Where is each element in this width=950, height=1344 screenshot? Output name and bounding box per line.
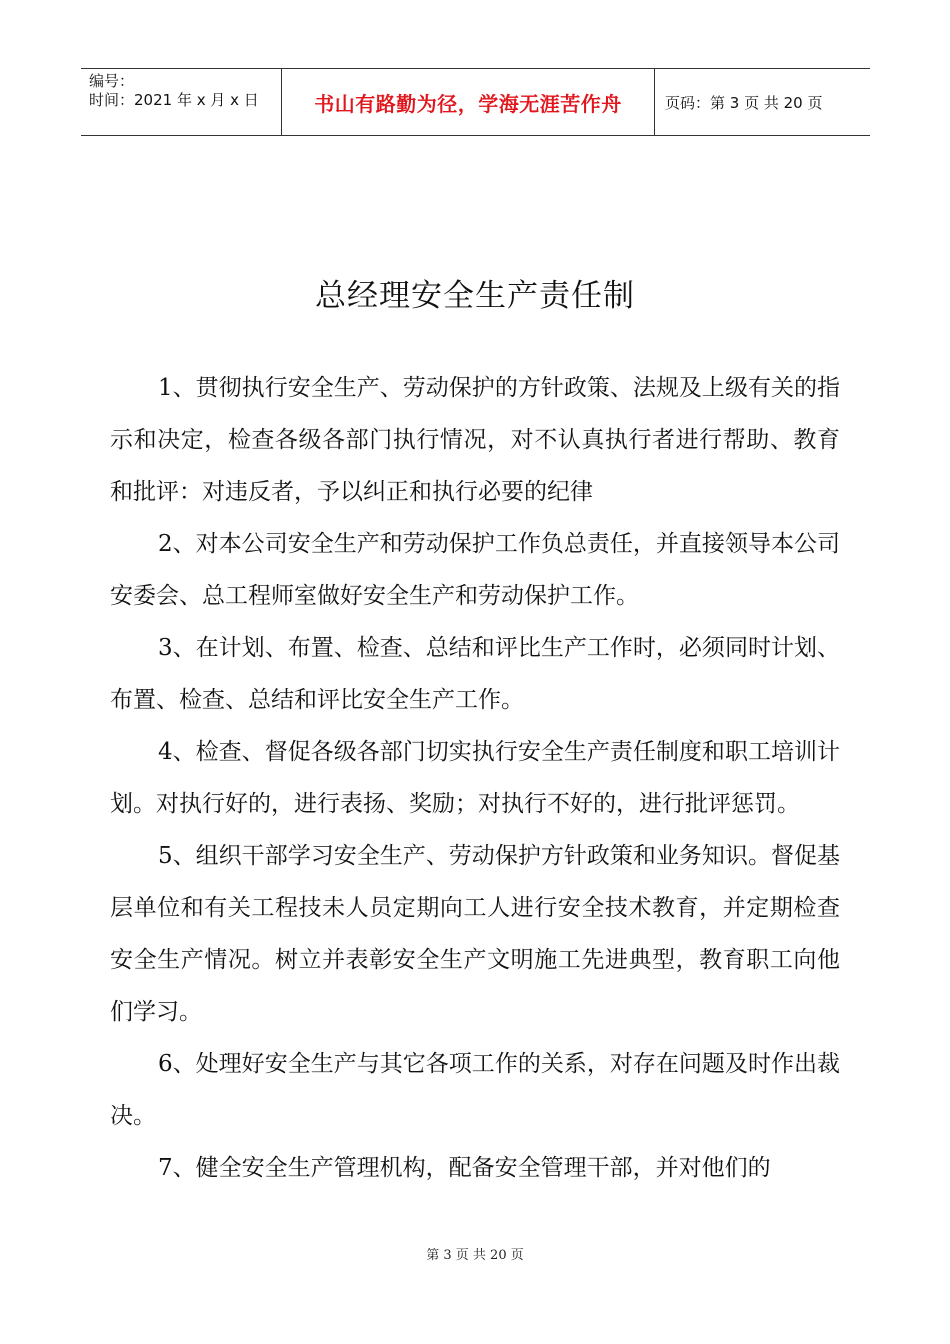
page-footer — [0, 1244, 950, 1263]
paragraph-6: 6、处理好安全生产与其它各项工作的关系，对存在问题及时作出裁决。 — [110, 1051, 840, 1129]
paragraph-4: 4、检查、督促各级各部门切实执行安全生产责任制度和职工培训计划。对执行好的，进行表扬、奖励；对执行不好的，进行批评惩罚。 — [110, 739, 840, 817]
paragraph-1: 1、贯彻执行安全生产、劳动保护的方针政策、法规及上级有关的指示和决定，检查各级各部门执行情况，对不认真执行者进行帮助、教育和批评：对违反者，予以纠正和执行必要的纪律 — [110, 375, 840, 505]
paragraph-7: 7、健全安全生产管理机构，配备安全管理干部，并对他们的 — [158, 1155, 771, 1181]
page-header — [81, 68, 870, 136]
footer-page-number: 第 3 页 共 20 页 — [426, 1248, 524, 1263]
header-page-cell — [655, 69, 870, 135]
document-title: 总经理安全生产责任制 — [315, 278, 635, 314]
document-number-label: 编号： — [89, 72, 135, 90]
document-time-label: 时间：2021 年 x 月 x 日 — [89, 91, 259, 109]
header-motto: 书山有路勤为径，学海无涯苦作舟 — [314, 91, 622, 116]
header-motto-cell — [281, 69, 655, 135]
paragraph-5: 5、组织干部学习安全生产、劳动保护方针政策和业务知识。督促基层单位和有关工程技未人员定期向工人进行安全技术教育，并定期检查安全生产情况。树立并表彰安全生产文明施工先进典型，教育职工向他们学习。 — [110, 843, 840, 1025]
paragraph-3: 3、在计划、布置、检查、总结和评比生产工作时，必须同时计划、布置、检查、总结和评比安全生产工作。 — [110, 635, 840, 713]
header-meta — [81, 69, 281, 135]
document-body — [110, 362, 840, 1194]
paragraph-2: 2、对本公司安全生产和劳动保护工作负总责任，并直接领导本公司安委会、总工程师室做好安全生产和劳动保护工作。 — [110, 531, 840, 609]
header-page-label: 页码：第 3 页 共 20 页 — [665, 93, 823, 112]
